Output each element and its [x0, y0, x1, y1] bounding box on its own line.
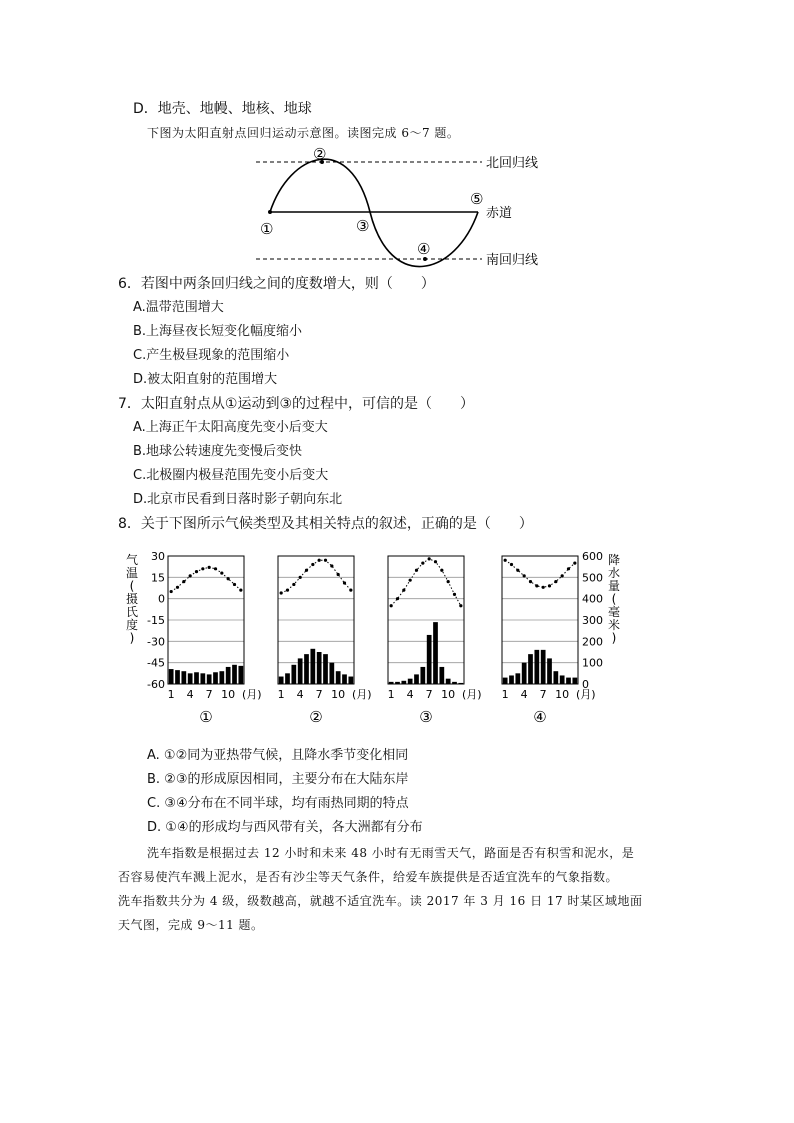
temp-point — [305, 569, 308, 572]
marker-1: ① — [260, 220, 274, 238]
temp-tick-label: -60 — [147, 678, 165, 691]
temp-point — [299, 576, 302, 579]
climate-panel-3 — [388, 556, 482, 726]
temp-point — [409, 579, 412, 582]
q7-option-b: B.地球公转速度先变慢后变快 — [133, 444, 303, 459]
precip-bar — [213, 672, 218, 684]
temp-point — [330, 564, 333, 567]
temp-point — [220, 571, 223, 574]
precip-bar — [317, 652, 322, 684]
temp-axis-label-char: ) — [129, 631, 135, 645]
precip-bar — [181, 671, 186, 684]
precip-bar — [329, 663, 334, 684]
precip-bar — [188, 673, 193, 684]
label-south-tropic: 南回归线 — [486, 253, 539, 268]
temp-point — [535, 584, 538, 587]
temp-axis-label-char: ( — [129, 579, 135, 593]
q8-option-c: C. ③④分布在不同半球，均有雨热同期的特点 — [147, 796, 409, 811]
precip-bar — [541, 650, 546, 684]
precip-bar — [439, 667, 444, 684]
precip-tick-label: 0 — [582, 678, 589, 691]
label-north-tropic: 北回归线 — [486, 156, 539, 171]
precip-bar — [433, 622, 438, 684]
precip-axis-label-char: 米 — [607, 618, 620, 632]
label-equator: 赤道 — [486, 206, 513, 221]
precip-axis-label-char: ) — [611, 631, 617, 645]
panel-label: ① — [199, 708, 213, 726]
month-tick-label: 4 — [520, 688, 528, 701]
q6-option-c: C.产生极昼现象的范围缩小 — [133, 348, 290, 363]
month-tick-label: 1 — [501, 688, 509, 701]
q7-option-a: A.上海正午太阳高度先变小后变大 — [133, 420, 328, 435]
temp-point — [542, 586, 545, 589]
temp-point — [561, 574, 564, 577]
precip-bar — [503, 678, 508, 684]
marker-3: ③ — [356, 217, 370, 235]
temp-curve — [281, 560, 351, 593]
precip-bar — [408, 679, 413, 684]
precip-tick-label: 200 — [582, 635, 603, 649]
temp-point — [459, 604, 462, 607]
sun-direct-point-diagram — [240, 142, 560, 272]
temp-tick-label: -45 — [147, 656, 165, 670]
precip-bar — [219, 671, 224, 684]
precip-bar — [194, 672, 199, 684]
passage-line-4: 天气图，完成 9～11 题。 — [118, 918, 264, 932]
q5-option-d: D．地壳、地幔、地核、地球 — [133, 101, 312, 117]
temp-point — [390, 604, 393, 607]
month-tick-label: 7 — [539, 688, 547, 701]
month-tick-label: 7 — [205, 688, 213, 701]
temp-axis-label-char: 氏 — [125, 605, 139, 619]
temp-point — [208, 566, 211, 569]
precip-axis-label-char: 水 — [607, 566, 620, 580]
temp-point — [554, 580, 557, 583]
panel-label: ② — [309, 708, 323, 726]
q8-stem: 8．关于下图所示气候类型及其相关特点的叙述，正确的是（ ） — [118, 516, 533, 532]
q6-option-b: B.上海昼夜长短变化幅度缩小 — [133, 324, 303, 339]
temp-point — [516, 569, 519, 572]
month-tick-label: 4 — [406, 688, 414, 701]
temp-point — [402, 589, 405, 592]
temp-tick-label: -15 — [147, 614, 165, 627]
month-unit-label: (月) — [462, 688, 482, 701]
month-unit-label: (月) — [576, 688, 596, 701]
precip-bar — [414, 674, 419, 684]
precip-bar — [420, 667, 425, 684]
temp-point — [214, 567, 217, 570]
precip-bar — [348, 677, 353, 684]
temp-point — [311, 563, 314, 566]
precip-bar — [528, 654, 533, 684]
climate-panel-2 — [278, 556, 372, 726]
precip-bar — [304, 654, 309, 684]
precip-bar — [310, 649, 315, 684]
precip-bar — [458, 683, 463, 684]
temp-curve — [505, 560, 575, 587]
q6-stem: 6．若图中两条回归线之间的度数增大，则（ ） — [118, 276, 435, 292]
precip-bar — [279, 677, 284, 684]
precip-bar — [515, 673, 520, 684]
temp-point — [504, 559, 507, 562]
panel-label: ③ — [419, 708, 433, 726]
precip-bar — [389, 682, 394, 684]
temp-point — [447, 580, 450, 583]
precip-bar — [446, 679, 451, 684]
q8-option-a: A. ①②同为亚热带气候，且降水季节变化相同 — [147, 748, 409, 763]
precip-bar — [401, 681, 406, 684]
temp-curve — [171, 567, 241, 591]
temp-point — [170, 590, 173, 593]
temp-point — [434, 560, 437, 563]
precip-bar — [509, 675, 514, 684]
q7-option-d: D.北京市民看到日落时影子朝向东北 — [133, 492, 343, 507]
precip-axis-label-char: 毫 — [607, 605, 620, 619]
temp-tick-label: 0 — [158, 592, 165, 606]
precip-bar — [298, 658, 303, 684]
precip-bar — [534, 650, 539, 684]
precip-bar — [342, 674, 347, 684]
precip-bar — [566, 678, 571, 684]
precip-tick-label: 600 — [582, 550, 603, 563]
temp-point — [189, 574, 192, 577]
precip-tick-label: 400 — [582, 592, 603, 606]
temp-tick-label: 30 — [151, 550, 165, 563]
month-tick-label: 10 — [441, 688, 456, 701]
passage-line-1: 洗车指数是根据过去 12 小时和未来 48 小时有无雨雪天气，路面是否有积雪和泥水，是 — [147, 846, 635, 860]
month-tick-label: 1 — [277, 688, 285, 701]
q6-7-intro: 下图为太阳直射点回归运动示意图。读图完成 6～7 题。 — [147, 126, 460, 140]
climate-charts — [120, 548, 620, 738]
marker-5: ⑤ — [470, 190, 484, 208]
temp-point — [195, 570, 198, 573]
temp-point — [280, 591, 283, 594]
temp-point — [182, 580, 185, 583]
temp-point — [292, 583, 295, 586]
month-tick-label: 7 — [425, 688, 433, 701]
precip-bar — [452, 682, 457, 684]
precip-bar — [560, 675, 565, 684]
temp-point — [396, 597, 399, 600]
temp-point — [239, 589, 242, 592]
temp-point — [428, 557, 431, 560]
temp-point — [453, 593, 456, 596]
precipitation-axis — [582, 550, 620, 691]
precip-bar — [427, 635, 432, 684]
temp-point — [337, 573, 340, 576]
climate-panel-1 — [168, 556, 262, 726]
q8-option-d: D. ①④的形成均与西风带有关，各大洲都有分布 — [147, 820, 423, 835]
temp-point — [233, 583, 236, 586]
temp-point — [201, 567, 204, 570]
q8-option-b: B. ②③的形成原因相同，主要分布在大陆东岸 — [147, 772, 409, 787]
precip-bar — [232, 665, 237, 684]
precip-bar — [553, 671, 558, 684]
temp-point — [324, 559, 327, 562]
month-tick-label: 1 — [387, 688, 395, 701]
q6-option-d: D.被太阳直射的范围增大 — [133, 372, 278, 387]
month-tick-label: 10 — [331, 688, 346, 701]
precip-bar — [336, 671, 341, 684]
temp-point — [349, 589, 352, 592]
temp-axis-label-char: 温 — [125, 566, 139, 580]
temp-point — [548, 584, 551, 587]
month-tick-label: 10 — [221, 688, 236, 701]
sun-path-curve — [270, 159, 478, 266]
q7-option-c: C.北极圈内极昼范围先变小后变大 — [133, 468, 329, 483]
temp-tick-label: 15 — [151, 571, 165, 585]
temp-point — [567, 567, 570, 570]
precip-bar — [238, 666, 243, 684]
panel-label: ④ — [533, 708, 547, 726]
q6-option-a: A.温带范围增大 — [133, 300, 224, 315]
precip-bar — [175, 670, 180, 684]
temp-axis-label-char: 摄 — [125, 592, 139, 606]
precip-bar — [200, 673, 205, 684]
temp-axis-label-char: 气 — [125, 553, 139, 567]
temp-point — [421, 562, 424, 565]
temp-point — [510, 563, 513, 566]
month-tick-label: 1 — [167, 688, 175, 701]
marker-4: ④ — [417, 240, 431, 258]
precip-bar — [207, 674, 212, 684]
precip-bar — [395, 682, 400, 684]
month-unit-label: (月) — [352, 688, 372, 701]
temp-point — [523, 574, 526, 577]
month-unit-label: (月) — [242, 688, 262, 701]
precip-tick-label: 100 — [582, 656, 603, 670]
precip-axis-label-char: 量 — [607, 579, 620, 593]
precip-tick-label: 500 — [582, 571, 603, 585]
month-tick-label: 10 — [555, 688, 570, 701]
precip-axis-label-char: 降 — [607, 553, 620, 567]
month-tick-label: 4 — [186, 688, 194, 701]
precip-bar — [572, 678, 577, 684]
precip-bar — [522, 663, 527, 684]
precip-bar — [291, 665, 296, 684]
precip-tick-label: 300 — [582, 614, 603, 627]
temp-point — [176, 586, 179, 589]
temp-tick-label: -30 — [147, 635, 165, 649]
temp-point — [286, 589, 289, 592]
temp-point — [415, 569, 418, 572]
precip-bar — [226, 667, 231, 684]
temp-point — [573, 562, 576, 565]
temp-axis-label-char: 度 — [125, 618, 139, 632]
q7-stem: 7．太阳直射点从①运动到③的过程中，可信的是（ ） — [118, 396, 475, 412]
passage-line-2: 否容易使汽车溅上泥水，是否有沙尘等天气条件，给爱车族提供是否适宜洗车的气象指数。 — [118, 870, 619, 884]
passage-line-3: 洗车指数共分为 4 级，级数越高，就越不适宜洗车。读 2017 年 3 月 16 日 17 时某区域地面 — [118, 894, 643, 908]
month-tick-label: 4 — [296, 688, 304, 701]
precip-bar — [285, 673, 290, 684]
temp-point — [318, 559, 321, 562]
precip-axis-label-char: ( — [611, 592, 617, 606]
temp-point — [529, 580, 532, 583]
precip-bar — [547, 658, 552, 684]
temp-point — [343, 581, 346, 584]
marker-2: ② — [313, 145, 327, 163]
temp-point — [440, 569, 443, 572]
month-tick-label: 7 — [315, 688, 323, 701]
precip-bar — [169, 669, 174, 684]
temp-point — [227, 577, 230, 580]
temperature-axis — [126, 550, 165, 691]
point-1-dot — [268, 210, 272, 214]
precip-bar — [323, 654, 328, 684]
